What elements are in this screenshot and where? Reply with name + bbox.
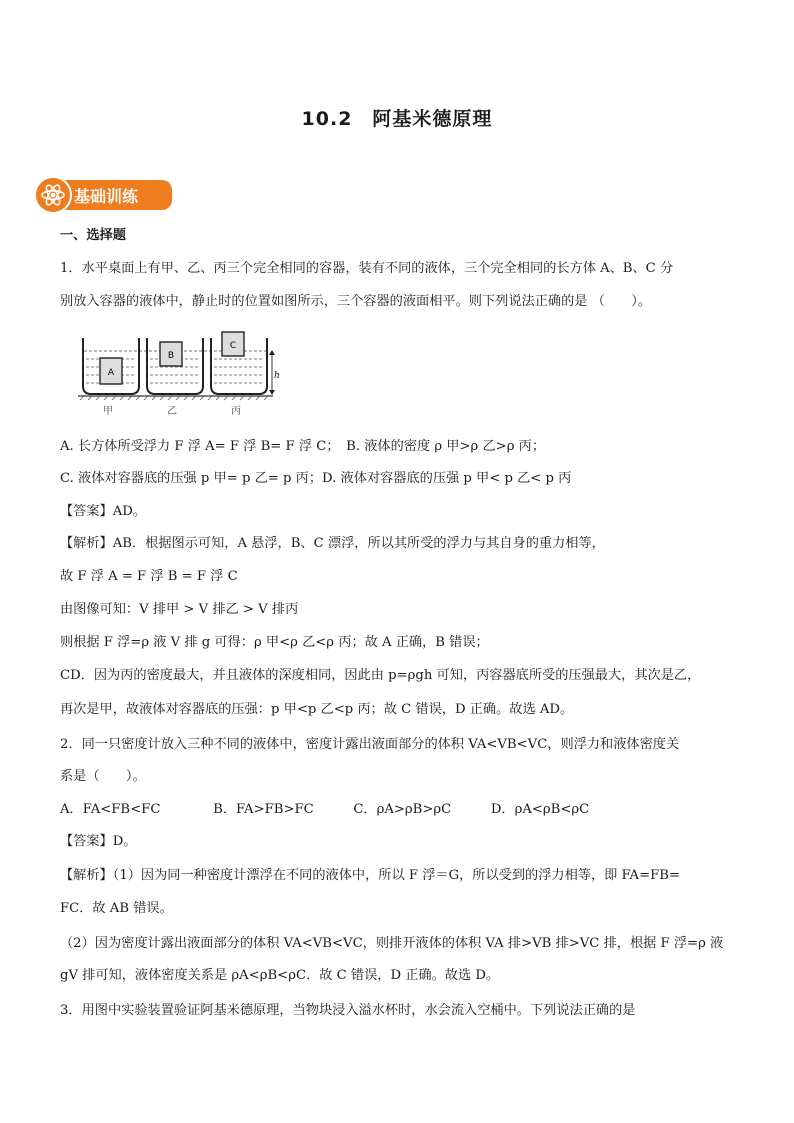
q2-line1: 2．同一只密度计放入三种不同的液体中，密度计露出液面部分的体积 VA<VB<VC，则浮力和液体密度关 — [60, 737, 680, 752]
q2-exp-3: （2）因为密度计露出液面部分的体积 VA<VB<VC，则排开液体的体积 VA 排>VB 排>VC 排，根据 F 浮=ρ 液 — [60, 936, 724, 951]
q1-line1: 1．水平桌面上有甲、乙、丙三个完全相同的容器，装有不同的液体，三个完全相同的长方体 A、B、C 分 — [60, 261, 674, 276]
q2-line2: 系是（ ）。 — [60, 769, 146, 784]
q1-exp-3: 由图像可知：V 排甲 > V 排乙 > V 排丙 — [60, 602, 299, 617]
section-heading: 一、选择题 — [60, 228, 126, 243]
label-jia: 甲 — [103, 406, 113, 417]
q3-line1: 3．用图中实验装置验证阿基米德原理，当物块浸入溢水杯时，水会流入空桶中。下列说法正确的是 — [60, 1003, 636, 1018]
label-bing: 丙 — [231, 406, 241, 417]
q1-exp-1: 【解析】AB．根据图示可知，A 悬浮，B、C 漂浮，所以其所受的浮力与其自身的重力相等， — [60, 536, 605, 551]
q1-exp-2: 故 F 浮 A = F 浮 B = F 浮 C — [60, 569, 238, 584]
q1-option-ab: A. 长方体所受浮力 F 浮 A= F 浮 B= F 浮 C； B. 液体的密度 ρ 甲>ρ 乙>ρ 丙； — [60, 439, 546, 454]
q2-exp-2: FC．故 AB 错误。 — [60, 901, 173, 916]
q1-line2: 别放入容器的液体中，静止时的位置如图所示，三个容器的液面相平。则下列说法正确的是 （ ）。 — [60, 294, 652, 309]
banner-label: 基础训练 — [74, 187, 139, 206]
q2-exp-1: 【解析】（1）因为同一种密度计漂浮在不同的液体中，所以 F 浮＝G，所以受到的浮力相等，即 FA=FB= — [60, 868, 681, 883]
q1-exp-6: 再次是甲，故液体对容器底的压强：p 甲<p 乙<p 丙；故 C 错误，D 正确。故选 AD。 — [60, 702, 574, 717]
containers-figure — [78, 330, 278, 420]
block-b-label: B — [167, 351, 175, 361]
label-yi: 乙 — [167, 406, 177, 417]
q2-exp-4: gV 排可知，液体密度关系是 ρA<ρB<ρC．故 C 错误，D 正确。故选 D。 — [60, 968, 500, 983]
container-bing — [211, 332, 267, 394]
q2-answer: 【答案】D。 — [60, 834, 137, 849]
figure-h-label: h — [274, 371, 280, 381]
container-jia — [83, 338, 139, 394]
container-yi — [147, 338, 203, 394]
q1-option-cd: C. 液体对容器底的压强 p 甲= p 乙= p 丙；D. 液体对容器底的压强 p 甲< p 乙< p 丙 — [60, 471, 572, 486]
section-banner — [34, 176, 172, 214]
q2-options: A．FA<FB<FC B．FA>FB>FC C．ρA>ρB>ρC D．ρA<ρB<ρC — [60, 802, 590, 817]
atom-icon — [34, 176, 72, 214]
q1-answer: 【答案】AD。 — [60, 504, 147, 519]
page-title: 10.2 阿基米德原理 — [301, 108, 493, 130]
block-a-label: A — [107, 368, 115, 378]
block-c-label: C — [229, 341, 237, 351]
q1-exp-5: CD．因为丙的密度最大，并且液体的深度相同，因此由 p=ρgh 可知，丙容器底所受的压强最大，其次是乙， — [60, 668, 701, 683]
q1-exp-4: 则根据 F 浮=ρ 液 V 排 g 可得：ρ 甲<ρ 乙<ρ 丙；故 A 正确，B 错误； — [60, 635, 489, 650]
